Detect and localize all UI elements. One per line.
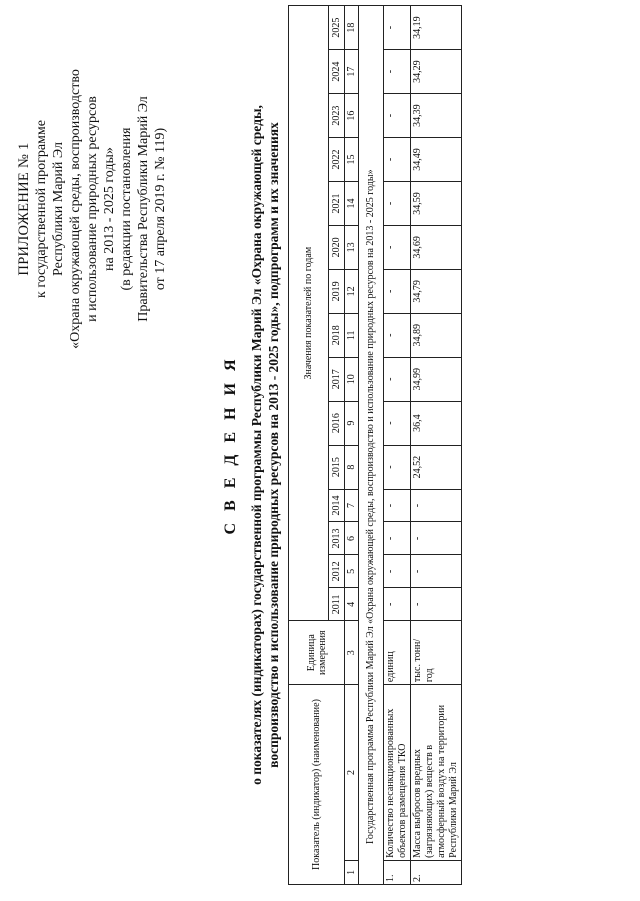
table-row [384, 6, 411, 885]
indicator-name: Масса выбросов вредных (загрязняющих) веществ в атмосферный воздух на территории Республики Марий Эл [411, 685, 462, 861]
year-header-cell: 2024 [329, 50, 345, 94]
appendix-line: и использование природных ресурсов [85, 96, 100, 322]
year-header-cell: 2017 [329, 357, 345, 401]
value-cell: 34,29 [411, 50, 462, 94]
indicators-table [288, 5, 462, 885]
value-cell: - [384, 6, 411, 50]
column-number-cell: 18 [345, 6, 359, 50]
value-cell: 34,19 [411, 6, 462, 50]
appendix-line: к государственной программе [34, 120, 49, 298]
document-title: С В Е Д Е Н И Я [222, 355, 239, 535]
column-number-cell: 14 [345, 181, 359, 225]
header-unit: Единица измерения [289, 621, 345, 685]
appendix-line: (в редакции постановления [119, 127, 134, 291]
appendix-line: от 17 апреля 2019 г. № 119) [153, 127, 168, 291]
value-cell: - [384, 522, 411, 555]
value-cell: 24,52 [411, 445, 462, 489]
value-cell: 34,79 [411, 269, 462, 313]
column-number-cell: 4 [345, 588, 359, 621]
year-header-cell: 2023 [329, 94, 345, 138]
document-heading [222, 5, 282, 885]
value-cell: - [384, 50, 411, 94]
column-number-cell: 3 [345, 621, 359, 685]
document-subtitle-line-2: воспроизводство и использование природных ресурсов на 2013 - 2025 годы», подпрограмм и их значениях [266, 122, 281, 768]
appendix-title: ПРИЛОЖЕНИЕ № 1 [16, 142, 32, 276]
program-title-row: Государственная программа Республики Марий Эл «Охрана окружающей среды, воспроизводство и использование природных ресурсов на 2013 - 2025 годы» [359, 6, 384, 885]
column-number-cell: 10 [345, 357, 359, 401]
value-cell: 34,89 [411, 313, 462, 357]
year-header-cell: 2020 [329, 225, 345, 269]
value-cell: - [384, 313, 411, 357]
column-number-cell: 9 [345, 401, 359, 445]
column-number-cell: 13 [345, 225, 359, 269]
appendix-line: на 2013 - 2025 годы» [102, 147, 117, 271]
value-cell: - [384, 94, 411, 138]
value-cell: 36,4 [411, 401, 462, 445]
year-header-cell: 2014 [329, 489, 345, 522]
value-cell: 34,49 [411, 138, 462, 182]
value-cell: - [384, 357, 411, 401]
value-cell: 34,99 [411, 357, 462, 401]
value-cell: - [384, 269, 411, 313]
header-indicator: Показатель (индикатор) (наименование) [289, 685, 345, 885]
value-cell: - [384, 138, 411, 182]
appendix-line: «Охрана окружающей среды, воспроизводство [68, 69, 83, 349]
value-cell: - [384, 588, 411, 621]
indicator-unit: единиц [384, 621, 411, 685]
column-number-cell: 5 [345, 555, 359, 588]
value-cell: - [384, 401, 411, 445]
landscape-sheet [10, 5, 610, 885]
indicator-unit: тыс. тонн/ год [411, 621, 462, 685]
appendix-line: Республики Марий Эл [51, 142, 66, 276]
row-number: 1. [384, 860, 411, 884]
year-header-cell: 2016 [329, 401, 345, 445]
column-number-cell: 1 [345, 860, 359, 884]
value-cell: - [384, 445, 411, 489]
value-cell: - [411, 588, 462, 621]
year-header-cell: 2021 [329, 181, 345, 225]
year-header-cell: 2025 [329, 6, 345, 50]
indicator-name: Количество несанкционированных объектов размещения ТКО [384, 685, 411, 861]
column-number-cell: 2 [345, 685, 359, 861]
value-cell: - [411, 489, 462, 522]
column-number-row [345, 6, 359, 885]
year-header-cell: 2011 [329, 588, 345, 621]
year-header-cell: 2018 [329, 313, 345, 357]
value-cell: - [384, 555, 411, 588]
value-cell: 34,69 [411, 225, 462, 269]
column-number-cell: 6 [345, 522, 359, 555]
document-subtitle-line-1: о показателях (индикаторах) государственной программы Республики Марий Эл «Охрана окружающей среды, [249, 105, 264, 785]
column-number-cell: 11 [345, 313, 359, 357]
year-header-cell: 2019 [329, 269, 345, 313]
row-number: 2. [411, 860, 462, 884]
year-header-cell: 2015 [329, 445, 345, 489]
appendix-line: Правительства Республики Марий Эл [136, 96, 151, 322]
header-values-group: Значения показателей по годам [289, 6, 329, 621]
column-number-cell: 17 [345, 50, 359, 94]
appendix-block [16, 19, 169, 399]
indicators-table-wrapper [288, 5, 462, 885]
value-cell: 34,59 [411, 181, 462, 225]
value-cell: - [384, 225, 411, 269]
column-number-cell: 7 [345, 489, 359, 522]
value-cell: 34,39 [411, 94, 462, 138]
value-cell: - [411, 555, 462, 588]
value-cell: - [384, 181, 411, 225]
column-number-cell: 16 [345, 94, 359, 138]
value-cell: - [411, 522, 462, 555]
year-header-cell: 2012 [329, 555, 345, 588]
year-header-cell: 2013 [329, 522, 345, 555]
column-number-cell: 12 [345, 269, 359, 313]
column-number-cell: 8 [345, 445, 359, 489]
column-number-cell: 15 [345, 138, 359, 182]
value-cell: - [384, 489, 411, 522]
year-header-cell: 2022 [329, 138, 345, 182]
table-body [345, 6, 462, 885]
table-row [411, 6, 462, 885]
